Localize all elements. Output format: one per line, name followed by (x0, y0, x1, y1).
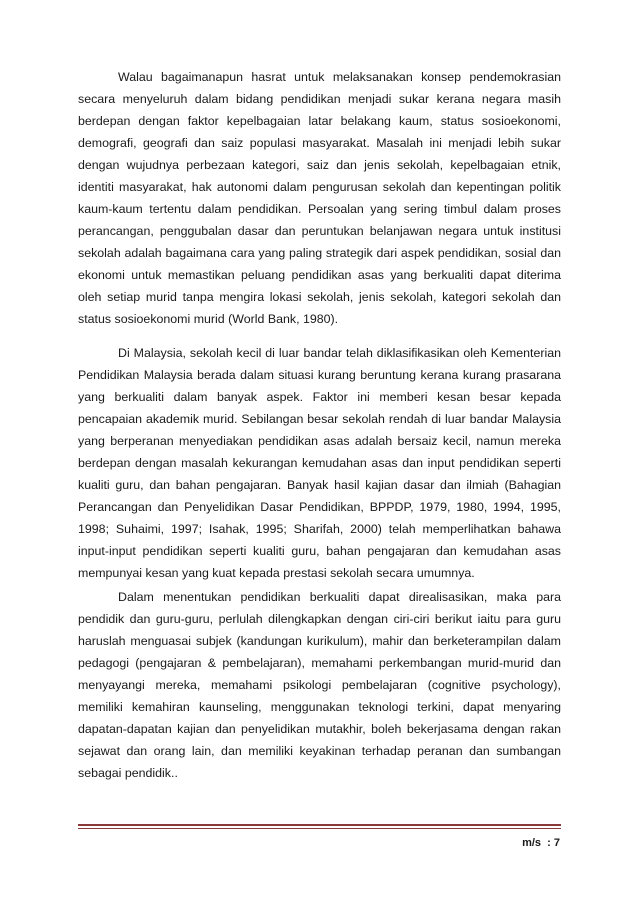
page-number: m/s : 7 (522, 837, 560, 849)
paragraph-2: Di Malaysia, sekolah kecil di luar bandar telah diklasifikasikan oleh Kementerian Pendidikan Malaysia berada dalam situasi kurang beruntung kerana kurang prasarana yang berkualiti dalam banyak aspek. Faktor ini memberi kesan besar kepada pencapaian akademik murid. Sebilangan besar sekolah rendah di luar bandar Malaysia yang berperanan menyediakan pendidikan asas adalah bersaiz kecil, namun mereka berdepan dengan masalah kekurangan kemudahan asas dan input pendidikan seperti kualiti guru, dan bahan pengajaran. Banyak hasil kajian dasar dan ilmiah (Bahagian Perancangan dan Penyelidikan Dasar Pendidikan, BPPDP, 1979, 1980, 1994, 1995, 1998; Suhaimi, 1997; Isahak, 1995; Sharifah, 2000) telah memperlihatkan bahawa input-input pendidikan seperti kualiti guru, bahan pengajaran dan kemudahan asas mempunyai kesan yang kuat kepada prestasi sekolah secara umumnya. (78, 346, 561, 580)
body-text-block-3 (78, 586, 561, 784)
footer-divider-thin (78, 828, 561, 829)
body-text-block-2 (78, 342, 561, 584)
paragraph-3: Dalam menentukan pendidikan berkualiti dapat direalisasikan, maka para pendidik dan guru-guru, perlulah dilengkapkan dengan ciri-ciri berikut iaitu para guru haruslah menguasai subjek (kandungan kurikulum), mahir dan berketerampilan dalam pedagogi (pengajaran & pembelajaran), memahami perkembangan murid-murid dan menyayangi mereka, memahami psikologi pembelajaran (cognitive psychology), memiliki kemahiran kaunseling, menggunakan teknologi terkini, dapat menyaring dapatan-dapatan kajian dan penyelidikan mutakhir, boleh bekerjasama dengan rakan sejawat dan orang lain, dan memiliki keyakinan terhadap peranan dan sumbangan sebagai pendidik.. (78, 590, 561, 780)
body-text-block-1 (78, 66, 561, 330)
paragraph-1: Walau bagaimanapun hasrat untuk melaksanakan konsep pendemokrasian secara menyeluruh dalam bidang pendidikan menjadi sukar kerana negara masih berdepan dengan faktor kepelbagaian latar belakang kaum, status sosioekonomi, demografi, geografi dan saiz populasi masyarakat. Masalah ini menjadi lebih sukar dengan wujudnya perbezaan kategori, saiz dan jenis sekolah, kepelbagaian etnik, identiti masyarakat, hak autonomi dalam pengurusan sekolah dan kepentingan politik kaum-kaum tertentu dalam pendidikan. Persoalan yang sering timbul dalam proses perancangan, penggubalan dasar dan peruntukan belanjawan negara untuk institusi sekolah adalah bagaimana cara yang paling strategik dari aspek pendidikan, sosial dan ekonomi untuk memastikan peluang pendidikan asas yang berkualiti dapat diterima oleh setiap murid tanpa mengira lokasi sekolah, jenis sekolah, kategori sekolah dan status sosioekonomi murid (World Bank, 1980). (78, 70, 561, 326)
footer-divider-thick (78, 824, 561, 826)
